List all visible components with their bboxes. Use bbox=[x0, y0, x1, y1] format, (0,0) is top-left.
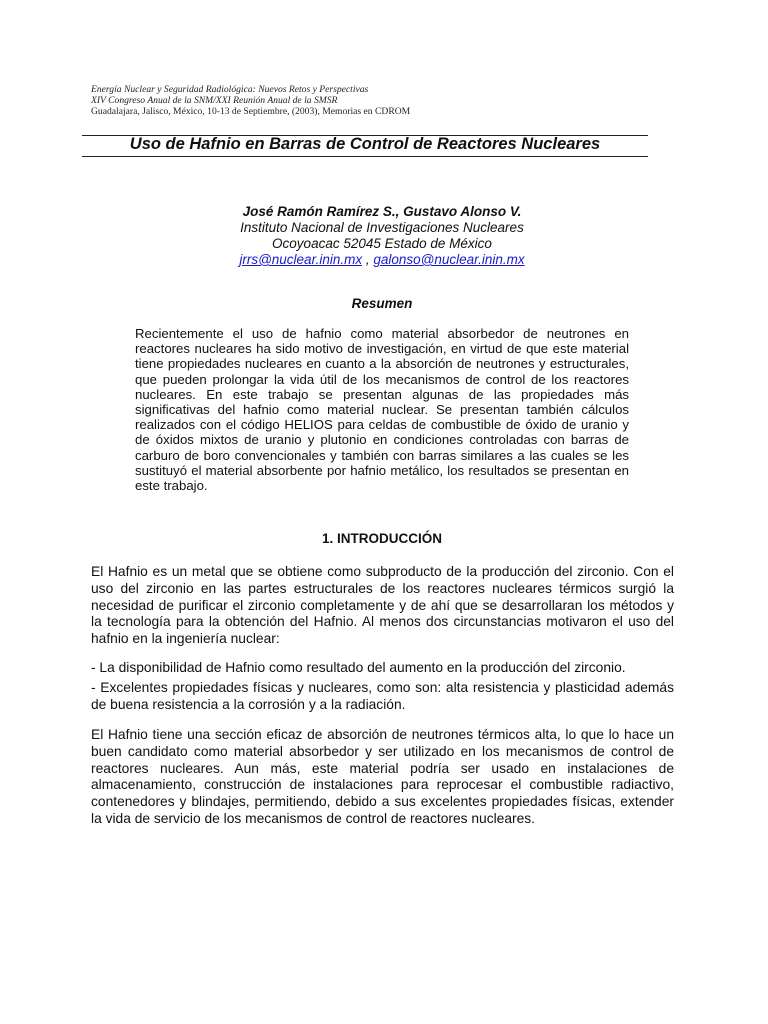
email-link-2[interactable]: galonso@nuclear.inin.mx bbox=[373, 252, 525, 267]
author-address: Ocoyoacac 52045 Estado de México bbox=[272, 236, 492, 251]
header-line-3: Guadalajara, Jalisco, México, 10-13 de Septiembre, (2003), Memorias en CDROM bbox=[91, 106, 411, 117]
author-names: José Ramón Ramírez S., Gustavo Alonso V. bbox=[242, 204, 522, 219]
email-link-1[interactable]: jrrs@nuclear.inin.mx bbox=[239, 252, 363, 267]
intro-paragraph-1: El Hafnio es un metal que se obtiene como subproducto de la producción del zirconio. Con el uso del zirconio en las partes estructurales de los reactores nucleares térmicos surgió la necesidad de purificar el zirconio completamente y de ahí que se desarrollaran los métodos y la tecnología para la obtención del Hafnio. Al menos dos circunstancias motivaron el uso del hafnio en la ingeniería nuclear: bbox=[91, 564, 674, 647]
author-institution: Instituto Nacional de Investigaciones Nucleares bbox=[240, 220, 524, 235]
intro-bullet-1: - La disponibilidad de Hafnio como resultado del aumento en la producción del zirconio. bbox=[91, 660, 626, 675]
intro-paragraph-2: El Hafnio tiene una sección eficaz de absorción de neutrones térmicos alta, lo que lo hace un buen candidato como material absorbedor y ser utilizado en los mecanismos de control de reactores nucleares. Aun más, este material podría ser usado en instalaciones de almacenamiento, construcción de instalaciones para reprocesar el combustible radiactivo, contenedores y blindajes, permitiendo, debido a sus excelentes propiedades físicas, extender la vida de servicio de los mecanismos de control de reactores nucleares. bbox=[91, 727, 674, 826]
email-separator: , bbox=[362, 252, 374, 267]
author-block bbox=[82, 204, 682, 268]
author-emails bbox=[82, 252, 682, 268]
header-line-2: XIV Congreso Anual de la SNM/XXI Reunión Anual de la SMSR bbox=[91, 95, 338, 106]
conference-header bbox=[91, 84, 651, 117]
abstract-text: Recientemente el uso de hafnio como material absorbedor de neutrones en reactores nucleares ha sido motivo de investigación, en virtud de que este material tiene propiedades nucleares en cuanto a la absorción de neutrones y estructurales, que pueden prolongar la vida útil de los mecanismos de control de los reactores nucleares. En este trabajo se presentan algunas de las propiedades más significativas del hafnio como material nuclear. Se presentan también cálculos realizados con el código HELIOS para celdas de combustible de óxido de uranio y de óxidos mixtos de uranio y plutonio en condiciones controladas con barras de carburo de boro convencionales y también con barras similares a las cuales se les sustituyó el material absorbente por hafnio metálico, los resultados se presentan en este trabajo. bbox=[135, 326, 629, 494]
abstract-heading: Resumen bbox=[351, 296, 413, 311]
paper-title: Uso de Hafnio en Barras de Control de Reactores Nucleares bbox=[129, 135, 601, 153]
title-bottom-rule bbox=[82, 156, 648, 157]
section-heading-introduccion: 1. INTRODUCCIÓN bbox=[321, 531, 442, 546]
intro-bullet-2: - Excelentes propiedades físicas y nucleares, como son: alta resistencia y plasticidad además de buena resistencia a la corrosión y a la radiación. bbox=[91, 680, 674, 712]
header-line-1: Energía Nuclear y Seguridad Radiológica: Nuevos Retos y Perspectivas bbox=[91, 84, 369, 95]
